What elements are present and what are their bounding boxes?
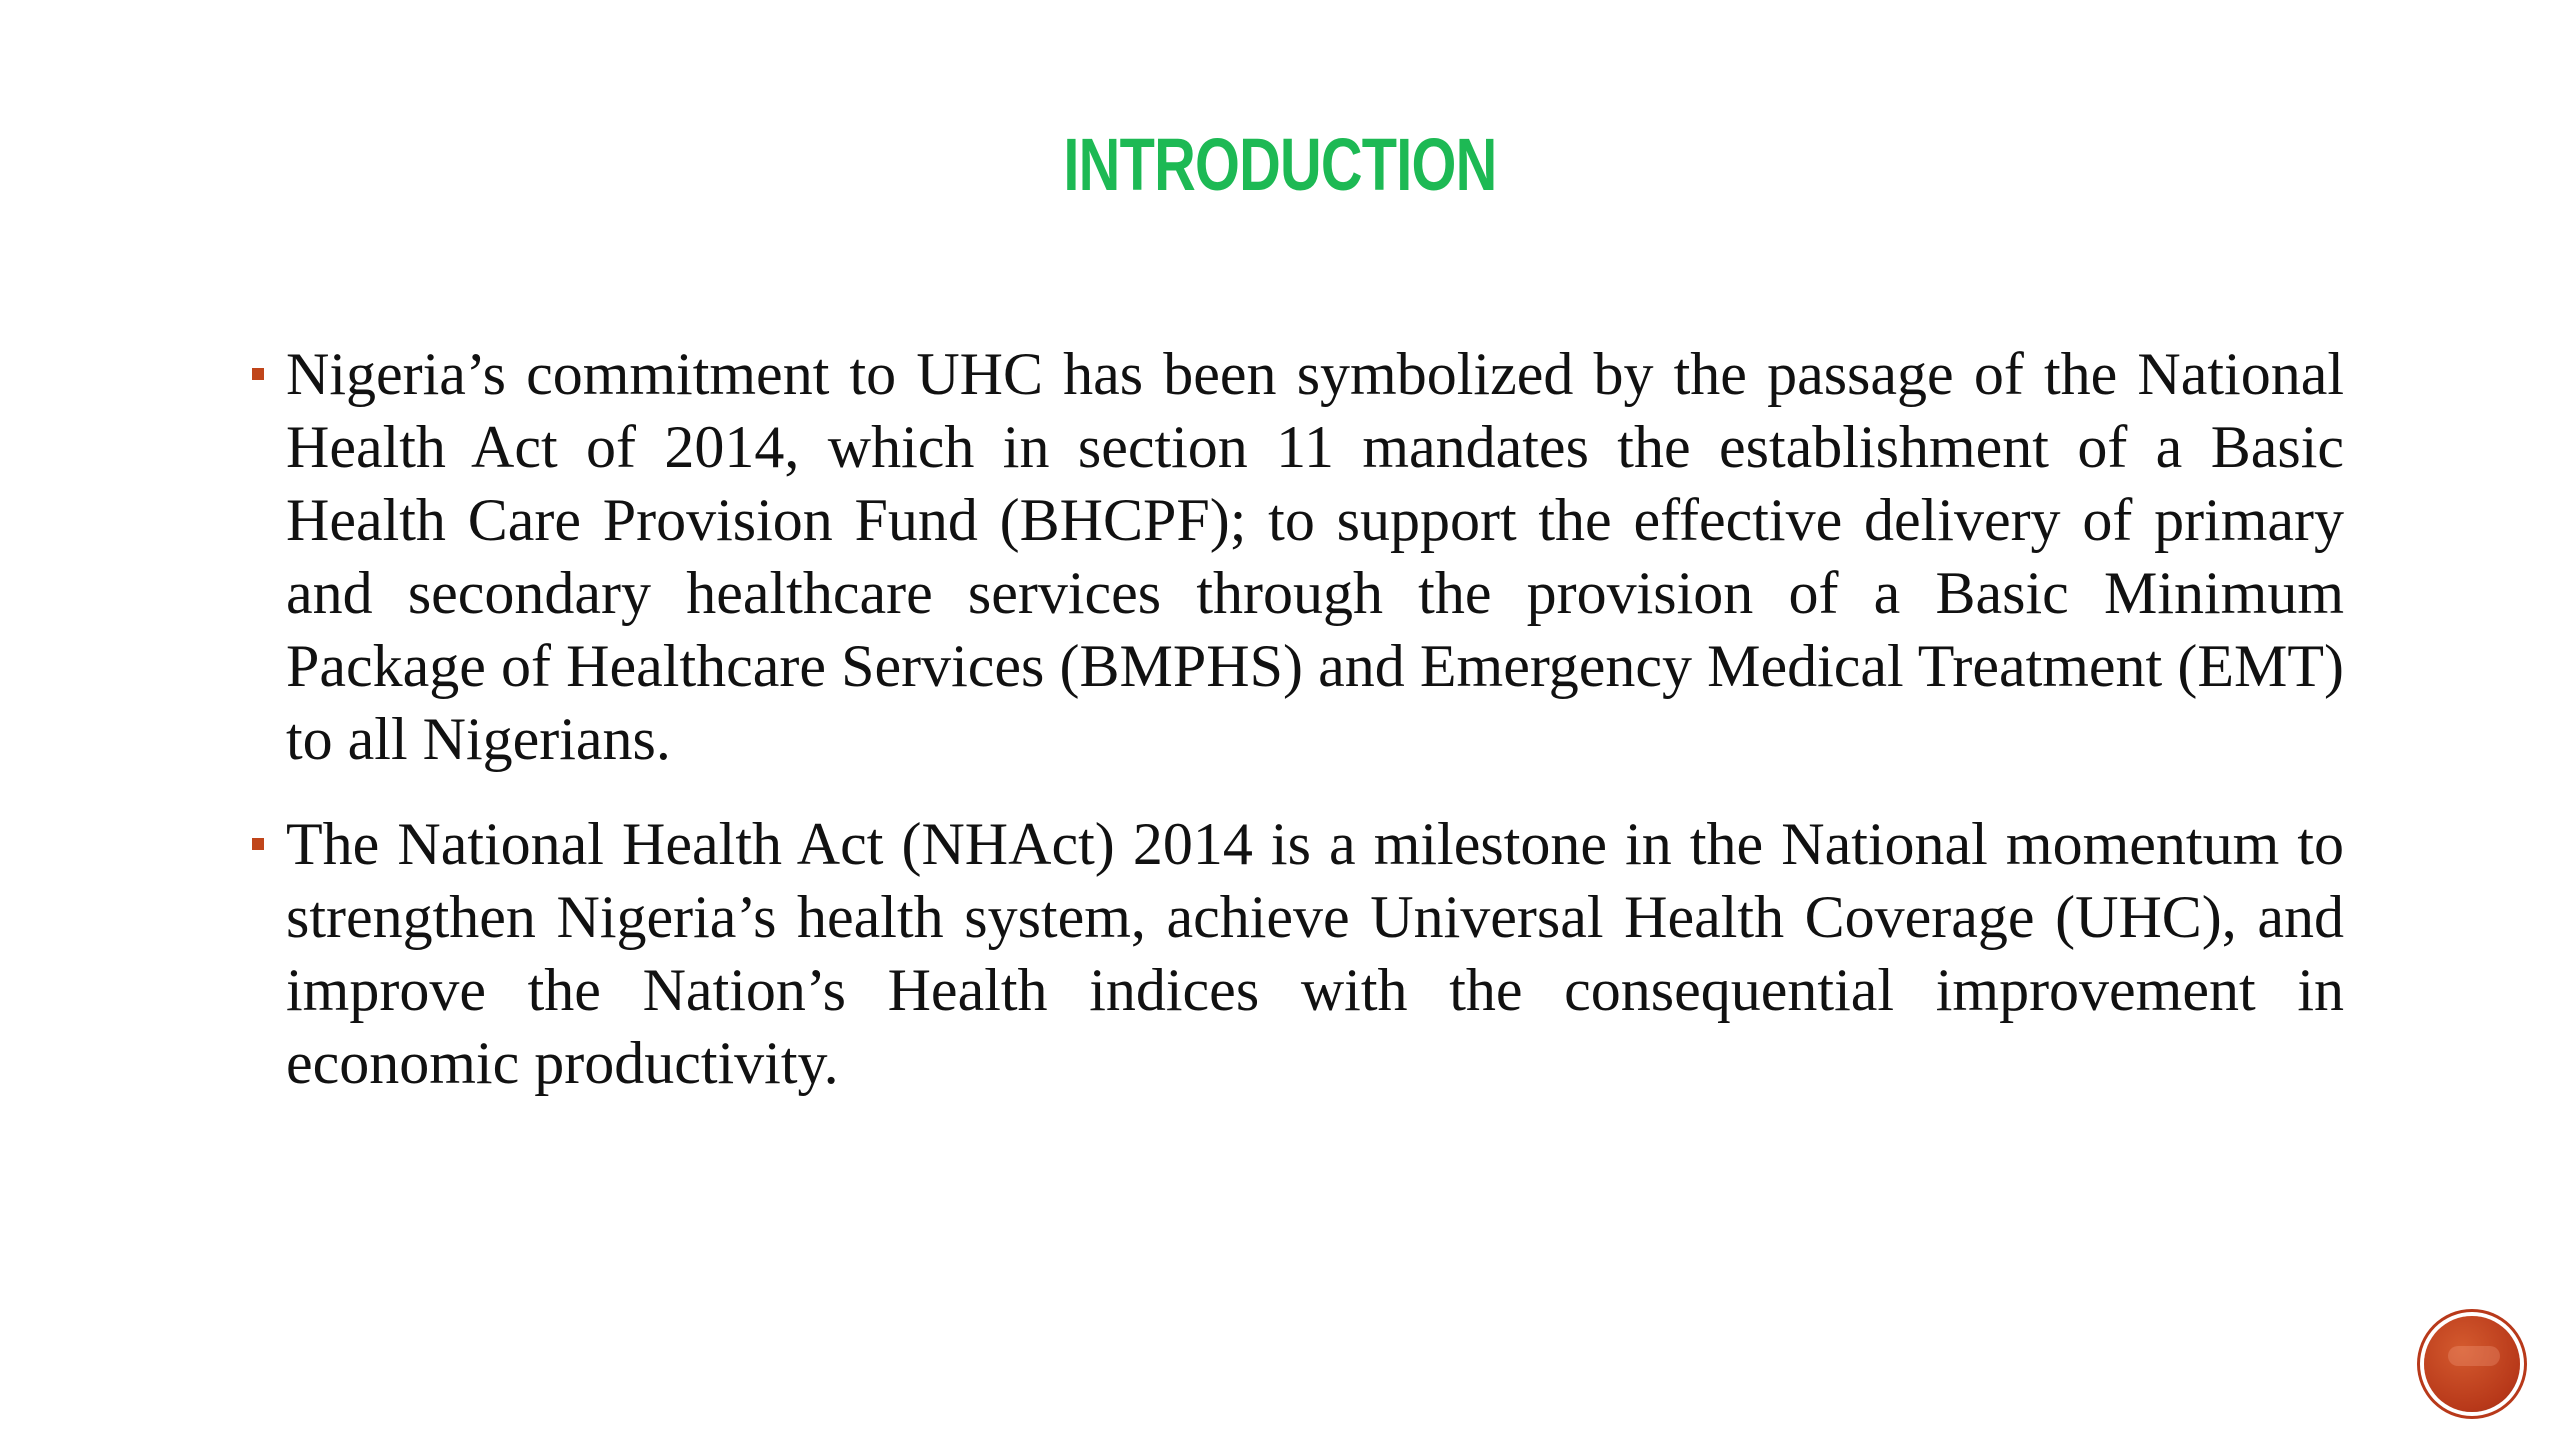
slide-title: INTRODUCTION [1063, 123, 1497, 206]
square-bullet-icon [252, 368, 264, 380]
bullet-text: Nigeria’s commitment to UHC has been symbolized by the passage of the National Health Act of 2014, which in section 11 mandates the establishment of a Basic Health Care Provision Fund (BHCPF); to support the effective delivery of primary and secondary healthcare services through the provision of a Basic Minimum Package of Healthcare Services (BMPHS) and Emergency Medical Treatment (EMT) to all Nigerians. [286, 341, 2344, 772]
square-bullet-icon [252, 838, 264, 850]
slide-body [248, 338, 2344, 1100]
nav-button-gloss [2448, 1346, 2500, 1366]
slide-nav-button[interactable] [2424, 1316, 2520, 1412]
bullet-item [248, 338, 2344, 776]
bullet-text: The National Health Act (NHAct) 2014 is a milestone in the National momentum to strengthen Nigeria’s health system, achieve Universal Health Coverage (UHC), and improve the Nation’s Health indices with the consequential improvement in economic productivity. [286, 811, 2344, 1096]
bullet-item [248, 808, 2344, 1100]
